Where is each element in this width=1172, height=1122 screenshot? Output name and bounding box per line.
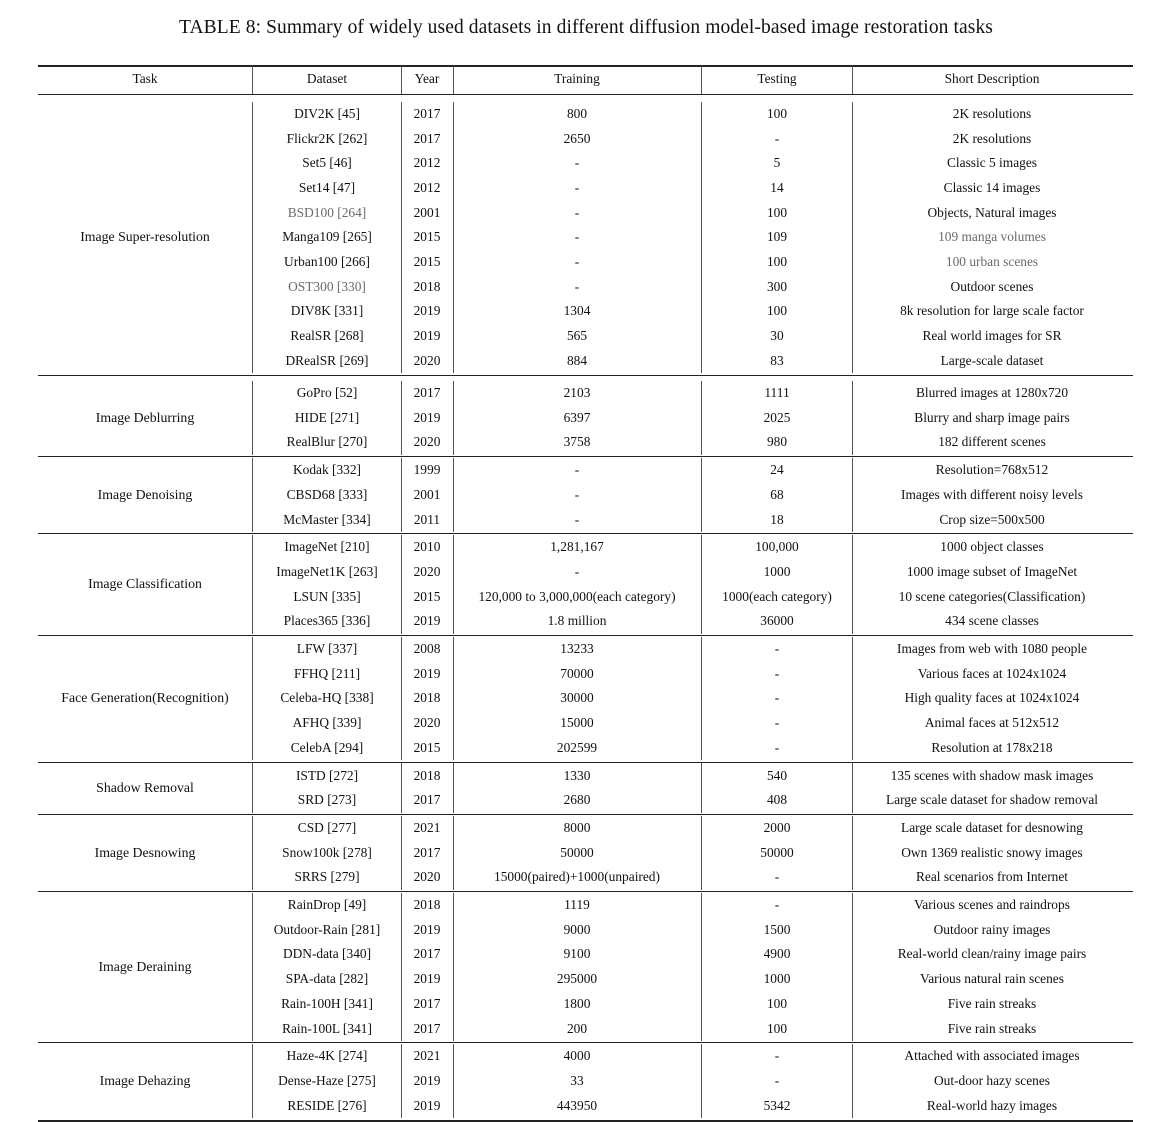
cell-testing: -	[774, 739, 780, 755]
cell-description: Own 1369 realistic snowy images	[901, 844, 1083, 860]
cell-testing: -	[774, 1048, 780, 1064]
header-description: Short Description	[944, 71, 1040, 86]
cell-year: 2018	[413, 278, 441, 294]
cell-dataset: McMaster [334]	[283, 511, 371, 527]
group-separator	[38, 456, 1133, 457]
cell-dataset: Urban100 [266]	[284, 254, 370, 270]
column-divider	[852, 637, 853, 761]
cell-description: 1000 object classes	[940, 539, 1044, 555]
column-divider	[401, 102, 402, 374]
column-divider	[701, 102, 702, 374]
column-divider	[701, 816, 702, 890]
cell-training: 200	[566, 1020, 588, 1036]
cell-description: Classic 5 images	[946, 155, 1037, 171]
column-divider	[453, 458, 454, 532]
cell-training: 2650	[563, 130, 591, 146]
group-separator	[38, 533, 1133, 534]
cell-training: 15000	[560, 715, 594, 731]
cell-dataset: LSUN [335]	[293, 588, 361, 604]
cell-training: -	[574, 462, 580, 478]
column-divider	[401, 637, 402, 761]
cell-year: 2020	[413, 434, 441, 450]
cell-dataset: Dense-Haze [275]	[278, 1072, 376, 1088]
cell-training: 33	[570, 1072, 584, 1088]
header-bottom-rule	[38, 94, 1133, 95]
header-training: Training	[554, 71, 600, 86]
cell-dataset: Manga109 [265]	[282, 229, 372, 245]
cell-year: 2017	[413, 385, 441, 401]
task-label: Image Deraining	[98, 958, 192, 974]
cell-description: Images from web with 1080 people	[896, 641, 1088, 657]
group-separator	[38, 375, 1133, 376]
cell-description: Real world images for SR	[922, 328, 1062, 344]
cell-dataset: Kodak [332]	[292, 462, 362, 478]
cell-testing: 1111	[764, 385, 790, 401]
cell-testing: 4900	[763, 946, 791, 962]
cell-training: -	[574, 204, 580, 220]
cell-year: 2019	[413, 613, 441, 629]
cell-training: -	[574, 511, 580, 527]
cell-training: 295000	[556, 971, 598, 987]
column-divider	[401, 535, 402, 634]
cell-year: 2017	[413, 105, 441, 121]
cell-description: 182 different scenes	[938, 434, 1046, 450]
cell-year: 2001	[413, 486, 441, 502]
cell-dataset: Snow100k [278]	[282, 844, 372, 860]
column-divider	[252, 893, 253, 1041]
cell-description: Various scenes and raindrops	[914, 897, 1070, 913]
cell-dataset: LFW [337]	[296, 641, 358, 657]
cell-testing: 100	[766, 204, 788, 220]
cell-testing: 24	[770, 462, 784, 478]
cell-dataset: Places365 [336]	[283, 613, 371, 629]
header-task: Task	[132, 71, 158, 86]
cell-testing: 109	[766, 229, 788, 245]
cell-testing: 50000	[760, 844, 794, 860]
cell-description: Blurred images at 1280x720	[915, 385, 1069, 401]
cell-training: -	[574, 179, 580, 195]
cell-description: Resolution at 178x218	[931, 739, 1053, 755]
column-divider	[852, 1044, 853, 1118]
cell-testing: -	[774, 665, 780, 681]
cell-training: -	[574, 278, 580, 294]
cell-training: 4000	[563, 1048, 591, 1064]
column-divider	[401, 893, 402, 1041]
cell-dataset: DIV8K [331]	[290, 303, 364, 319]
cell-testing: 36000	[760, 613, 794, 629]
column-divider	[453, 535, 454, 634]
cell-description: Animal faces at 512x512	[924, 715, 1060, 731]
cell-year: 2019	[413, 409, 441, 425]
cell-year: 2015	[413, 254, 441, 270]
cell-testing: 1000	[763, 563, 791, 579]
cell-dataset: ImageNet1K [263]	[276, 563, 378, 579]
cell-testing: 100	[766, 303, 788, 319]
cell-training: 800	[566, 105, 588, 121]
header-column-divider	[701, 66, 702, 94]
cell-year: 2017	[413, 844, 441, 860]
cell-year: 2020	[413, 869, 441, 885]
task-label: Image Deblurring	[95, 409, 195, 425]
cell-dataset: AFHQ [339]	[292, 715, 362, 731]
cell-testing: 100	[766, 1020, 788, 1036]
cell-testing: 100,000	[755, 539, 799, 555]
cell-training: 6397	[563, 409, 591, 425]
cell-testing: 1500	[763, 921, 791, 937]
cell-description: Crop size=500x500	[939, 511, 1045, 527]
cell-testing: 300	[766, 278, 788, 294]
column-divider	[701, 637, 702, 761]
column-divider	[401, 381, 402, 455]
cell-testing: 540	[766, 767, 788, 783]
cell-description: 2K resolutions	[952, 105, 1032, 121]
cell-description: 434 scene classes	[945, 613, 1039, 629]
cell-dataset: Rain-100L [341]	[282, 1020, 372, 1036]
cell-dataset: RainDrop [49]	[287, 897, 367, 913]
header-dataset: Dataset	[306, 71, 348, 86]
cell-description: Objects, Natural images	[927, 204, 1057, 220]
cell-description: Real-world clean/rainy image pairs	[897, 946, 1087, 962]
cell-training: 565	[566, 328, 588, 344]
cell-training: -	[574, 563, 580, 579]
cell-dataset: ImageNet [210]	[284, 539, 370, 555]
cell-training: 202599	[556, 739, 598, 755]
cell-description: 100 urban scenes	[945, 254, 1039, 270]
column-divider	[453, 893, 454, 1041]
cell-dataset: RealBlur [270]	[286, 434, 368, 450]
cell-year: 2019	[413, 921, 441, 937]
cell-year: 2017	[413, 130, 441, 146]
cell-training: 30000	[560, 690, 594, 706]
cell-training: 1304	[563, 303, 591, 319]
column-divider	[701, 1044, 702, 1118]
column-divider	[252, 637, 253, 761]
cell-training: -	[574, 155, 580, 171]
cell-year: 2019	[413, 1097, 441, 1113]
header-column-divider	[453, 66, 454, 94]
cell-training: 70000	[560, 665, 594, 681]
cell-testing: 5	[773, 155, 781, 171]
cell-training: -	[574, 486, 580, 502]
cell-testing: -	[774, 869, 780, 885]
column-divider	[852, 816, 853, 890]
cell-testing: -	[774, 641, 780, 657]
cell-dataset: ISTD [272]	[295, 767, 359, 783]
cell-description: Large-scale dataset	[940, 352, 1044, 368]
column-divider	[252, 763, 253, 812]
cell-description: Real-world hazy images	[926, 1097, 1058, 1113]
cell-training: -	[574, 254, 580, 270]
cell-year: 2019	[413, 665, 441, 681]
cell-dataset: Haze-4K [274]	[286, 1048, 368, 1064]
cell-testing: 1000(each category)	[722, 588, 832, 604]
column-divider	[453, 763, 454, 812]
column-divider	[453, 637, 454, 761]
cell-description: Large scale dataset for desnowing	[901, 819, 1083, 835]
column-divider	[852, 893, 853, 1041]
cell-testing: 14	[770, 179, 784, 195]
cell-dataset: BSD100 [264]	[287, 204, 367, 220]
header-column-divider	[252, 66, 253, 94]
cell-description: Various faces at 1024x1024	[917, 665, 1067, 681]
header-testing: Testing	[757, 71, 797, 86]
header-column-divider	[401, 66, 402, 94]
cell-testing: -	[774, 897, 780, 913]
cell-training: 443950	[556, 1097, 598, 1113]
cell-description: 135 scenes with shadow mask images	[890, 767, 1094, 783]
cell-testing: -	[774, 1072, 780, 1088]
cell-training: -	[574, 229, 580, 245]
cell-year: 2018	[413, 690, 441, 706]
cell-year: 2015	[413, 588, 441, 604]
cell-dataset: Celeba-HQ [338]	[280, 690, 374, 706]
cell-training: 9000	[563, 921, 591, 937]
column-divider	[252, 102, 253, 374]
cell-testing: 2000	[763, 819, 791, 835]
cell-description: High quality faces at 1024x1024	[904, 690, 1080, 706]
cell-testing: 100	[766, 995, 788, 1011]
column-divider	[453, 381, 454, 455]
cell-training: 1119	[564, 897, 590, 913]
cell-testing: 5342	[763, 1097, 791, 1113]
cell-dataset: Set5 [46]	[302, 155, 352, 171]
cell-year: 2020	[413, 352, 441, 368]
cell-training: 884	[566, 352, 588, 368]
cell-description: Images with different noisy levels	[901, 486, 1083, 502]
cell-year: 2010	[413, 539, 441, 555]
group-separator	[38, 814, 1133, 815]
cell-description: 109 manga volumes	[938, 229, 1046, 245]
cell-year: 2017	[413, 946, 441, 962]
cell-dataset: SRRS [279]	[294, 869, 360, 885]
header-column-divider	[852, 66, 853, 94]
cell-dataset: DIV2K [45]	[294, 105, 360, 121]
table-title: TABLE 8: Summary of widely used datasets in different diffusion model-based image restoration tasks	[179, 17, 993, 38]
cell-dataset: SRD [273]	[297, 792, 357, 808]
cell-training: 1,281,167	[550, 539, 604, 555]
cell-training: 120,000 to 3,000,000(each category)	[478, 588, 676, 604]
cell-year: 2012	[413, 155, 441, 171]
cell-year: 1999	[413, 462, 441, 478]
cell-description: Classic 14 images	[943, 179, 1041, 195]
column-divider	[252, 535, 253, 634]
cell-description: Large scale dataset for shadow removal	[885, 792, 1099, 808]
column-divider	[852, 102, 853, 374]
column-divider	[453, 1044, 454, 1118]
cell-year: 2021	[413, 1048, 441, 1064]
cell-description: Real scenarios from Internet	[915, 869, 1069, 885]
cell-dataset: Outdoor-Rain [281]	[273, 921, 381, 937]
cell-description: 10 scene categories(Classification)	[898, 588, 1086, 604]
cell-year: 2001	[413, 204, 441, 220]
cell-year: 2021	[413, 819, 441, 835]
cell-description: Five rain streaks	[947, 995, 1037, 1011]
cell-year: 2015	[413, 739, 441, 755]
column-divider	[852, 535, 853, 634]
cell-year: 2017	[413, 792, 441, 808]
cell-dataset: Flickr2K [262]	[286, 130, 368, 146]
group-separator	[38, 1042, 1133, 1043]
cell-dataset: SPA-data [282]	[285, 971, 369, 987]
task-label: Shadow Removal	[96, 779, 194, 795]
cell-testing: 83	[770, 352, 784, 368]
cell-testing: 100	[766, 254, 788, 270]
cell-testing: 1000	[763, 971, 791, 987]
cell-year: 2008	[413, 641, 441, 657]
cell-year: 2019	[413, 328, 441, 344]
cell-description: Outdoor rainy images	[933, 921, 1051, 937]
cell-training: 8000	[563, 819, 591, 835]
cell-year: 2018	[413, 897, 441, 913]
column-divider	[701, 535, 702, 634]
cell-training: 2103	[563, 385, 591, 401]
cell-testing: -	[774, 690, 780, 706]
cell-year: 2020	[413, 563, 441, 579]
cell-description: 1000 image subset of ImageNet	[906, 563, 1078, 579]
column-divider	[252, 381, 253, 455]
cell-dataset: OST300 [330]	[288, 278, 366, 294]
cell-dataset: FFHQ [211]	[293, 665, 361, 681]
column-divider	[252, 458, 253, 532]
table-bottom-rule	[38, 1120, 1133, 1122]
cell-description: 2K resolutions	[952, 130, 1032, 146]
cell-testing: 100	[766, 105, 788, 121]
cell-testing: -	[774, 715, 780, 731]
cell-testing: 408	[766, 792, 788, 808]
cell-description: Resolution=768x512	[935, 462, 1049, 478]
cell-dataset: CSD [277]	[297, 819, 357, 835]
cell-year: 2017	[413, 1020, 441, 1036]
column-divider	[701, 893, 702, 1041]
cell-training: 2680	[563, 792, 591, 808]
cell-year: 2018	[413, 767, 441, 783]
cell-training: 50000	[560, 844, 594, 860]
cell-year: 2019	[413, 971, 441, 987]
cell-year: 2019	[413, 1072, 441, 1088]
task-label: Image Super-resolution	[80, 229, 210, 245]
cell-dataset: DRealSR [269]	[285, 352, 369, 368]
column-divider	[453, 102, 454, 374]
cell-dataset: CBSD68 [333]	[286, 486, 368, 502]
cell-dataset: Set14 [47]	[298, 179, 356, 195]
cell-dataset: CelebA [294]	[290, 739, 364, 755]
cell-testing: 18	[770, 511, 784, 527]
cell-dataset: Rain-100H [341]	[281, 995, 373, 1011]
cell-year: 2015	[413, 229, 441, 245]
cell-year: 2011	[413, 511, 441, 527]
column-divider	[252, 816, 253, 890]
cell-dataset: RESIDE [276]	[287, 1097, 367, 1113]
column-divider	[401, 816, 402, 890]
group-separator	[38, 635, 1133, 636]
cell-description: Five rain streaks	[947, 1020, 1037, 1036]
column-divider	[252, 1044, 253, 1118]
cell-dataset: GoPro [52]	[296, 385, 358, 401]
cell-description: Outdoor scenes	[950, 278, 1034, 294]
cell-description: Various natural rain scenes	[920, 971, 1064, 987]
cell-training: 13233	[560, 641, 594, 657]
cell-dataset: DDN-data [340]	[282, 946, 372, 962]
column-divider	[852, 458, 853, 532]
cell-testing: 2025	[763, 409, 791, 425]
task-label: Image Desnowing	[94, 844, 196, 860]
cell-dataset: RealSR [268]	[290, 328, 364, 344]
cell-year: 2019	[413, 303, 441, 319]
column-divider	[701, 381, 702, 455]
cell-training: 1800	[563, 995, 591, 1011]
cell-training: 3758	[563, 434, 591, 450]
column-divider	[852, 381, 853, 455]
cell-testing: 30	[770, 328, 784, 344]
cell-training: 9100	[563, 946, 591, 962]
task-label: Face Generation(Recognition)	[61, 690, 229, 706]
cell-year: 2017	[413, 995, 441, 1011]
column-divider	[401, 763, 402, 812]
cell-year: 2020	[413, 715, 441, 731]
cell-testing: 68	[770, 486, 784, 502]
column-divider	[701, 458, 702, 532]
cell-dataset: HIDE [271]	[294, 409, 360, 425]
cell-description: Blurry and sharp image pairs	[914, 409, 1070, 425]
cell-training: 1330	[563, 767, 591, 783]
column-divider	[852, 763, 853, 812]
cell-description: Attached with associated images	[904, 1048, 1080, 1064]
cell-training: 15000(paired)+1000(unpaired)	[494, 869, 660, 885]
cell-year: 2012	[413, 179, 441, 195]
column-divider	[701, 763, 702, 812]
cell-testing: -	[774, 130, 780, 146]
column-divider	[401, 458, 402, 532]
header-year: Year	[414, 71, 440, 86]
cell-training: 1.8 million	[547, 613, 607, 629]
task-label: Image Dehazing	[99, 1072, 191, 1088]
cell-description: 8k resolution for large scale factor	[900, 303, 1084, 319]
group-separator	[38, 762, 1133, 763]
column-divider	[453, 816, 454, 890]
column-divider	[401, 1044, 402, 1118]
group-separator	[38, 891, 1133, 892]
cell-description: Out-door hazy scenes	[933, 1072, 1050, 1088]
cell-testing: 980	[766, 434, 788, 450]
task-label: Image Classification	[88, 576, 202, 592]
task-label: Image Denoising	[97, 486, 193, 502]
